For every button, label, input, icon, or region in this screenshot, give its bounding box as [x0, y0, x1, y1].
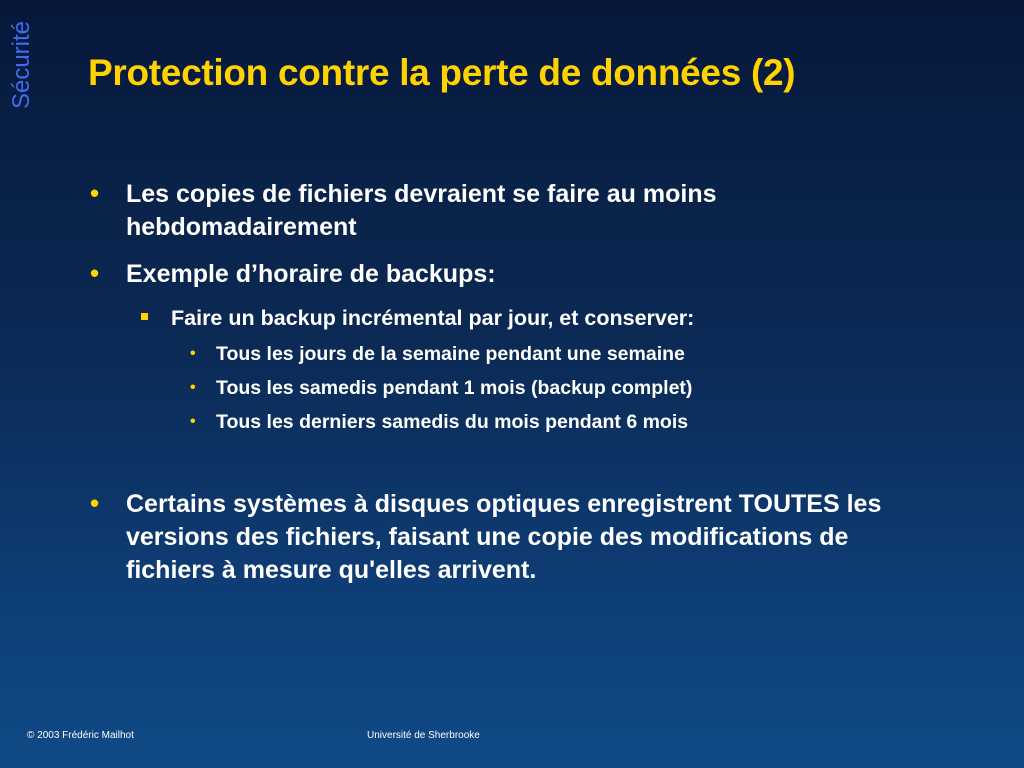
bullet-3: [90, 488, 916, 587]
bullet-dot-icon: •: [90, 178, 100, 208]
footer-institution: Université de Sherbrooke: [367, 730, 480, 741]
sub-bullet-text: Faire un backup incrémental par jour, et conserver:: [171, 306, 695, 330]
slide-title: Protection contre la perte de données (2): [88, 52, 796, 93]
bullet-dot-icon: •: [190, 345, 196, 362]
sub-sub-bullet-3: [190, 409, 689, 435]
square-bullet-icon: [141, 313, 148, 320]
bullet-1-text: Les copies de fichiers devraient se faire au moins hebdomadairement: [126, 180, 717, 241]
sub-sub-bullet-1: [190, 341, 685, 367]
bullet-2-text: Exemple d’horaire de backups:: [126, 260, 496, 288]
side-label: [4, 10, 40, 120]
bullet-dot-icon: •: [190, 413, 196, 430]
bullet-dot-icon: •: [90, 488, 100, 518]
bullet-3-text: Certains systèmes à disques optiques enregistrent TOUTES les versions des fichiers, faisant une copie des modifications de fichiers à mesure qu'elles arrivent.: [126, 490, 882, 584]
bullet-1: [90, 178, 916, 244]
sub-bullet: [171, 304, 694, 332]
bullet-2: [90, 258, 916, 291]
footer-copyright: © 2003 Frédéric Mailhot: [27, 730, 134, 741]
side-label-text: Sécurité: [8, 20, 35, 110]
sub-sub-bullet-2-text: Tous les samedis pendant 1 mois (backup complet): [216, 377, 693, 399]
sub-sub-bullet-3-text: Tous les derniers samedis du mois pendant 6 mois: [216, 411, 689, 433]
sub-sub-bullet-2: [190, 375, 693, 401]
bullet-dot-icon: •: [90, 258, 100, 288]
bullet-dot-icon: •: [190, 379, 196, 396]
sub-sub-bullet-1-text: Tous les jours de la semaine pendant une semaine: [216, 343, 685, 365]
